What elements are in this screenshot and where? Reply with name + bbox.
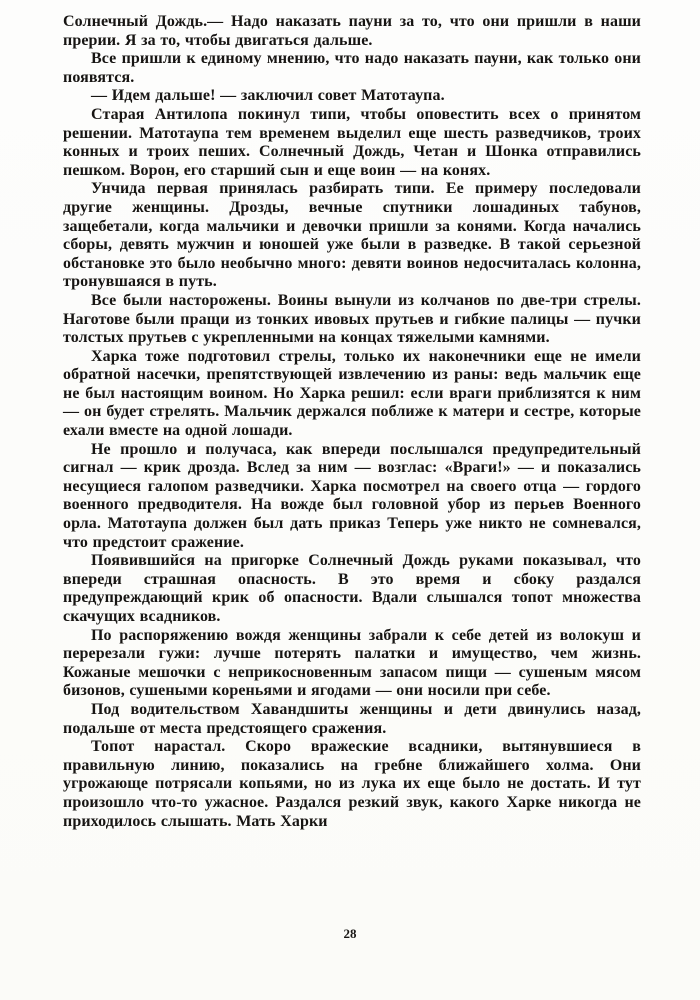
paragraph: Все были насторожены. Воины вынули из колчанов по две-три стрелы. Наготове были пращи из тонких ивовых прутьев и гибкие палицы — пучки толстых прутьев с укрепленными на концах тяжелыми камнями. — [63, 291, 641, 347]
paragraph: Появившийся на пригорке Солнечный Дождь руками показывал, что впереди страшная опасность. В это время и сбоку раздался предупреждающий крик об опасности. Вдали слышался топот множества скачущих всадников. — [63, 552, 641, 625]
paragraph: Солнечный Дождь.— Надо наказать пауни за то, что они пришли в наши прерии. Я за то, чтобы двигаться дальше. — [63, 13, 641, 49]
paragraph: Все пришли к единому мнению, что надо наказать пауни, как только они появятся. — [63, 50, 641, 86]
paragraph: Старая Антилопа покинул типи, чтобы оповестить всех о принятом решении. Матотаупа тем временем выделил еще шесть разведчиков, троих конных и троих пеших. Солнечный Дождь, Четан и Шонка отправились пешком. Ворон, его старший сын и еще воин — на конях. — [63, 105, 641, 179]
text-block — [63, 13, 641, 831]
paragraph: Харка тоже подготовил стрелы, только их наконечники еще не имели обратной насечки, препятствующей извлечению из раны: ведь мальчик еще не был настоящим воином. Но Харка решил: если враги приблизятся к ним — он будет стрелять. Мальчик держался поближе к матери и сестре, которые ехали вместе на одной лошади. — [63, 347, 641, 440]
paragraph: По распоряжению вождя женщины забрали к себе детей из волокуш и перерезали гужи: лучше потерять палатки и имущество, чем жизнь. Кожаные мешочки с неприкосновенным запасом пищи — сушеным мясом бизонов, сушеными кореньями и ягодами — они носили при себе. — [63, 626, 641, 700]
paragraph: Унчида первая принялась разбирать типи. Ее примеру последовали другие женщины. Дрозды, вечные спутники лошадиных табунов, защебетали, когда мальчики и девочки пришли за конями. Когда начались сборы, девять мужчин и юношей уже были в разведке. В такой серьезной обстановке это было необычно много: девяти воинов недосчиталась колонна, тронувшаяся в путь. — [63, 180, 641, 291]
page-number: 28 — [343, 926, 357, 941]
paragraph: Топот нарастал. Скоро вражеские всадники, вытянувшиеся в правильную линию, показались на гребне ближайшего холма. Они угрожающе потрясали копьями, но из лука их еще было не достать. И тут произошло что-то ужасное. Раздался резкий звук, какого Харке никогда не приходилось слышать. Мать Харки — [63, 738, 641, 830]
paragraph: Под водительством Хавандшиты женщины и дети двинулись назад, подальше от места предстоящего сражения. — [63, 700, 641, 737]
paragraph: — Идем дальше! — заключил совет Матотаупа. — [91, 87, 445, 105]
paragraph: Не прошло и получаса, как впереди послышался предупредительный сигнал — крик дрозда. Вслед за ним — возглас: «Враги!» — и показались несущиеся галопом разведчики. Харка посмотрел на своего отца — гордого военного предводителя. На вожде был головной убор из перьев Военного орла. Матотаупа должен был дать приказ Теперь уже никто не сомневался, что предстоит сражение. — [63, 440, 641, 551]
